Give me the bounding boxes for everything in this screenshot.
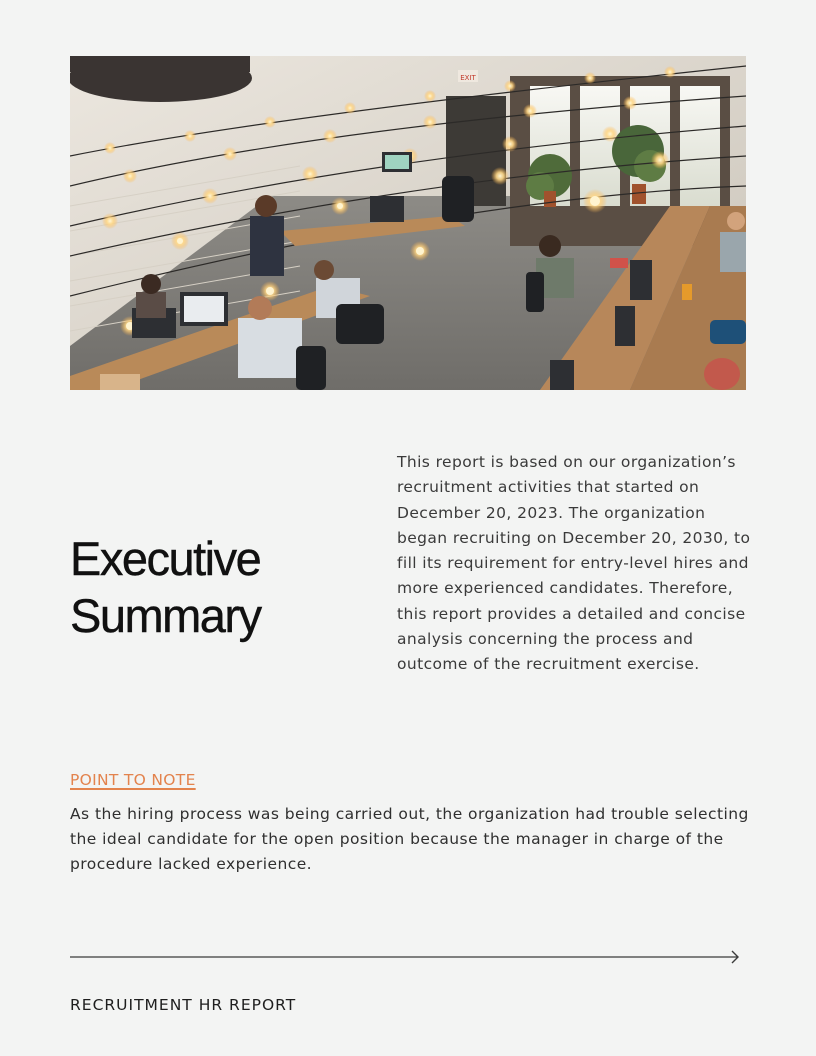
- page-title: [70, 530, 370, 644]
- exit-sign-text: EXIT: [460, 74, 476, 82]
- arrow-right-icon: [70, 949, 742, 965]
- title-line-2: Summary: [70, 589, 261, 642]
- point-to-note-paragraph: As the hiring process was being carried out, the organization had trouble selecting the ideal candidate for the open position because the manager in charge of the procedure lacked experience.: [70, 805, 749, 873]
- office-photo-illustration: [70, 56, 746, 390]
- summary-paragraph: This report is based on our organization’s recruitment activities that started on December 20, 2023. The organization began recruiting on December 20, 2030, to fill its requirement for entry-level hires and more experienced candidates. Therefore, this report provides a detailed and concise analysis concerning the process and outcome of the recruitment exercise.: [397, 453, 751, 674]
- footer-report-label: RECRUITMENT HR REPORT: [70, 996, 297, 1014]
- point-to-note-heading: POINT TO NOTE: [70, 771, 196, 789]
- hero-photo: [70, 56, 746, 390]
- title-line-1: Executive: [70, 532, 261, 585]
